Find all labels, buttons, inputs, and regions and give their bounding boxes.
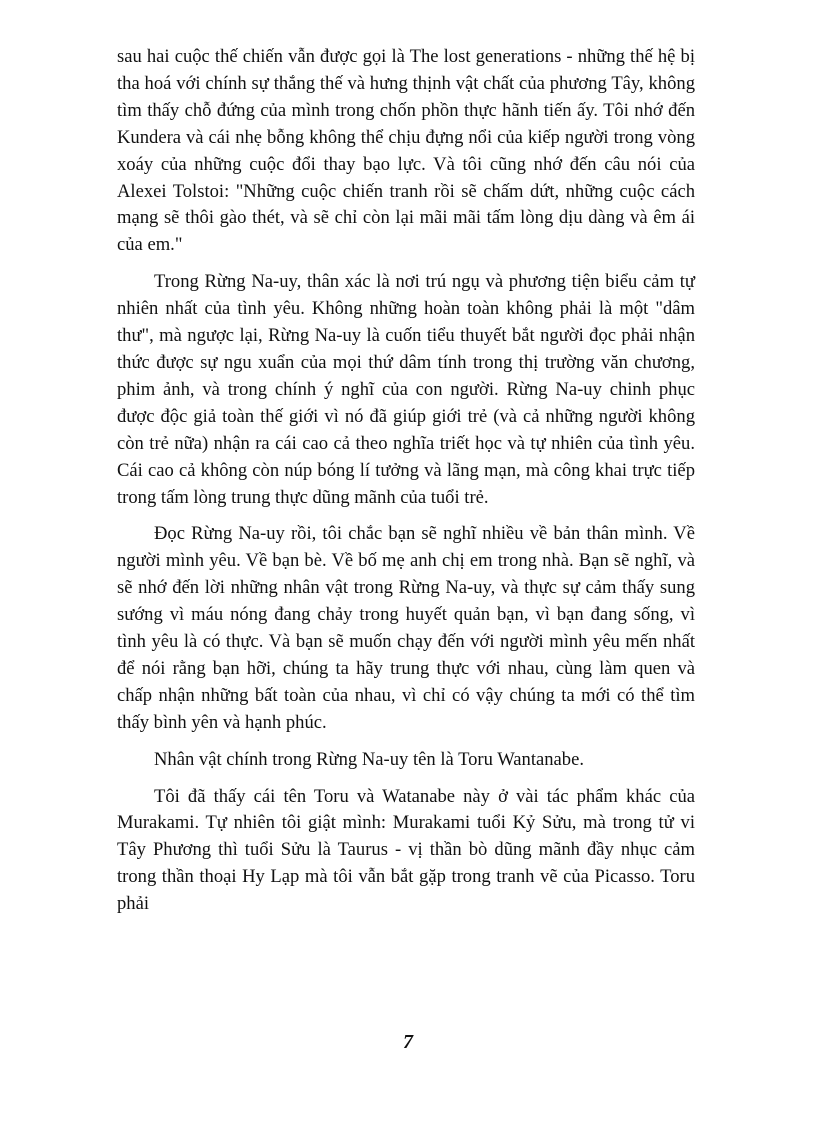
- page-number: 7: [403, 1031, 413, 1053]
- paragraph-1: sau hai cuộc thế chiến vẫn được gọi là The lost generations - những thế hệ bị tha hoá với chính sự thắng thế và hưng thịnh vật chất của phương Tây, không tìm thấy chỗ đứng của mình trong chốn phồn thực hãnh tiến ấy. Tôi nhớ đến Kundera và cái nhẹ bỗng không thể chịu đựng nổi của kiếp người trong vòng xoáy của những cuộc đổi thay bạo lực. Và tôi cũng nhớ đến câu nói của Alexei Tolstoi: "Những cuộc chiến tranh rồi sẽ chấm dứt, những cuộc cách mạng sẽ thôi gào thét, và sẽ chỉ còn lại mãi mãi tấm lòng dịu dàng và êm ái của em.": [117, 46, 695, 256]
- paragraph-3: Đọc Rừng Na-uy rồi, tôi chắc bạn sẽ nghĩ nhiều về bản thân mình. Về người mình yêu. Về bạn bè. Về bố mẹ anh chị em trong nhà. Bạn sẽ nghĩ, và sẽ nhớ đến lời những nhân vật trong Rừng Na-uy, và thực sự cảm thấy sung sướng vì máu nóng đang chảy trong huyết quản bạn, vì bạn đang sống, vì tình yêu là có thực. Và bạn sẽ muốn chạy đến với người mình yêu mến nhất để nói rằng bạn hỡi, chúng ta hãy trung thực với nhau, cùng làm quen và chấp nhận những bất toàn của nhau, vì chỉ có vậy chúng ta mới có thể tìm thấy bình yên và hạnh phúc.: [117, 523, 695, 733]
- page-body: [117, 44, 695, 918]
- paragraph-5: Tôi đã thấy cái tên Toru và Watanabe này ở vài tác phẩm khác của Murakami. Tự nhiên tôi giật mình: Murakami tuổi Kỷ Sửu, mà trong tử vi Tây Phương thì tuổi Sửu là Taurus - vị thần bò dũng mãnh đầy nhục cảm trong thần thoại Hy Lạp mà tôi vẫn bắt gặp trong tranh vẽ của Picasso. Toru phải: [117, 785, 695, 915]
- paragraph-4: Nhân vật chính trong Rừng Na-uy tên là Toru Wantanabe.: [154, 748, 585, 770]
- paragraph-2: Trong Rừng Na-uy, thân xác là nơi trú ngụ và phương tiện biểu cảm tự nhiên nhất của tình yêu. Không những hoàn toàn không phải là một "dâm thư", mà ngược lại, Rừng Na-uy là cuốn tiểu thuyết bắt người đọc phải nhận thức được sự ngu xuẩn của mọi thứ dâm tính trong thị trường văn chương, phim ảnh, và trong chính ý nghĩ của con người. Rừng Na-uy chinh phục được độc giả toàn thế giới vì nó đã giúp giới trẻ (và cả những người không còn trẻ nữa) nhận ra cái cao cả theo nghĩa triết học và tự nhiên của tình yêu. Cái cao cả không còn núp bóng lí tưởng và lãng mạn, mà công khai trực tiếp trong tấm lòng trung thực dũng mãnh của tuổi trẻ.: [117, 271, 695, 508]
